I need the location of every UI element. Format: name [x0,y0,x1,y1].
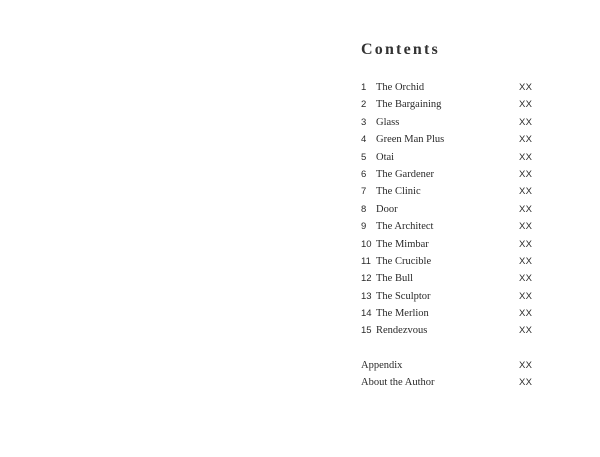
chapter-page-number: XX [519,255,533,267]
chapter-page-number: XX [519,82,533,93]
chapter-page-number: XX [519,273,533,285]
chapter-row[interactable] [361,114,541,131]
chapter-row[interactable] [361,236,541,253]
chapter-row[interactable] [361,218,541,235]
chapter-number: 8 [361,203,367,215]
back-matter-row-appendix[interactable] [361,357,541,374]
chapter-number: 6 [361,168,367,180]
chapter-row[interactable] [361,79,541,96]
chapter-row[interactable] [361,322,541,339]
chapter-page-number: XX [519,203,533,215]
chapter-number: 15 [361,325,372,337]
chapter-number: 7 [361,186,367,198]
chapter-title: The Bargaining [376,99,442,111]
chapter-number: 4 [361,134,367,146]
chapter-row[interactable] [361,131,541,148]
chapter-row[interactable] [361,166,541,183]
chapter-title: The Gardener [376,168,435,180]
chapter-row[interactable] [361,253,541,270]
chapter-page-number: XX [519,168,533,180]
chapter-title: The Bull [376,273,414,285]
chapter-number: 10 [361,238,372,250]
chapter-number: 14 [361,308,372,320]
chapter-list [361,79,541,340]
chapter-title: The Mimbar [376,238,429,250]
chapter-title: Otai [376,151,395,163]
chapter-row[interactable] [361,96,541,113]
back-matter-list [361,357,541,392]
chapter-title: Green Man Plus [376,134,445,146]
back-matter-page-number: XX [519,377,533,389]
chapter-page-number: XX [519,116,533,128]
chapter-page-number: XX [519,99,533,111]
chapter-page-number: XX [519,308,533,320]
chapter-page-number: XX [519,325,533,337]
table-of-contents [361,40,541,392]
chapter-title: The Clinic [376,186,421,198]
chapter-title: The Merlion [376,308,429,320]
chapter-row[interactable] [361,149,541,166]
chapter-number: 3 [361,116,367,128]
chapter-number: 1 [361,82,367,93]
chapter-row[interactable] [361,201,541,218]
back-matter-title: Appendix [361,359,403,371]
chapter-page-number: XX [519,151,533,163]
chapter-page-number: XX [519,238,533,250]
chapter-number: 5 [361,151,367,163]
contents-heading: Contents [361,41,440,58]
chapter-page-number: XX [519,290,533,302]
chapter-number: 9 [361,221,367,233]
back-matter-title: About the Author [361,377,435,389]
chapter-number: 13 [361,290,372,302]
chapter-number: 11 [361,255,371,267]
chapter-row[interactable] [361,270,541,287]
chapter-title: The Sculptor [376,290,431,302]
chapter-title: Rendezvous [376,325,428,337]
chapter-row[interactable] [361,288,541,305]
chapter-number: 12 [361,273,372,285]
chapter-page-number: XX [519,221,533,233]
chapter-page-number: XX [519,186,533,198]
chapter-title: Door [376,203,398,215]
chapter-row[interactable] [361,183,541,200]
back-matter-row-about-author[interactable] [361,374,541,391]
chapter-title: The Orchid [376,82,425,93]
chapter-row[interactable] [361,305,541,322]
chapter-title: The Architect [376,221,434,233]
chapter-number: 2 [361,99,367,111]
chapter-title: The Crucible [376,255,432,267]
back-matter-page-number: XX [519,359,533,371]
chapter-title: Glass [376,116,400,128]
chapter-page-number: XX [519,134,533,146]
